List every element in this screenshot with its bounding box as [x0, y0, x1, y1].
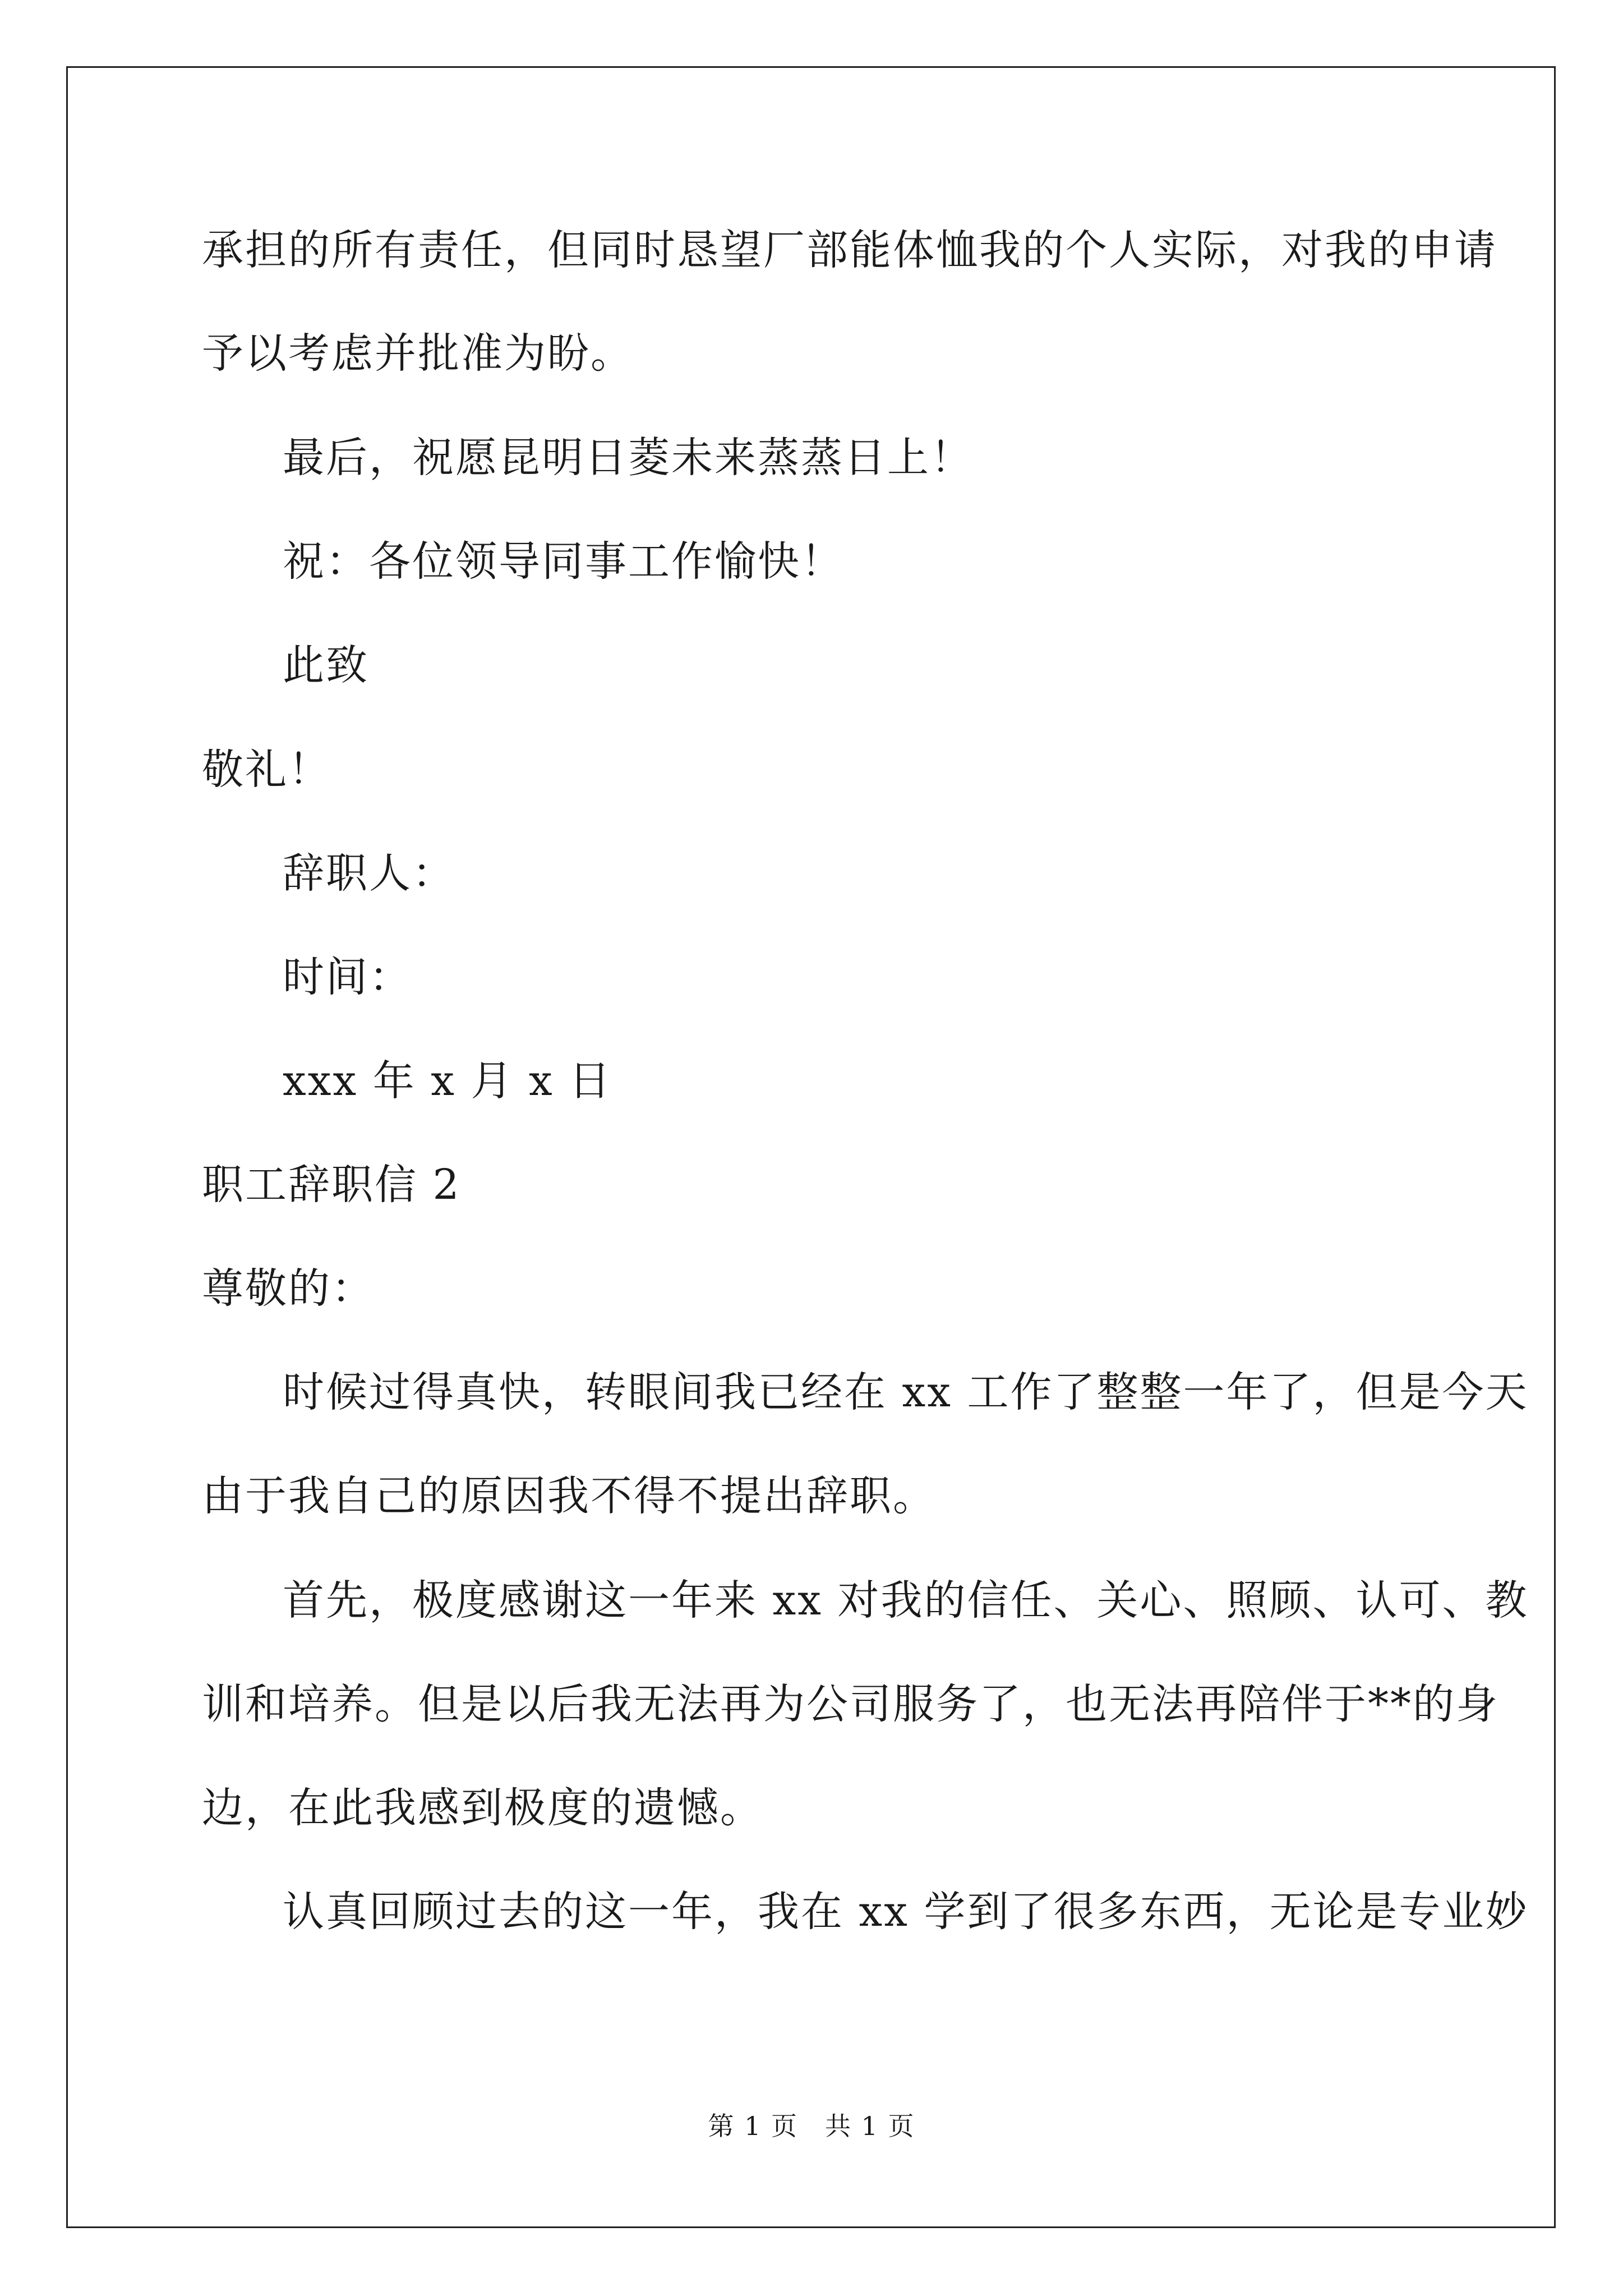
body-line: 予以考虑并批准为盼。: [202, 329, 634, 378]
body-line: 首先，极度感谢这一年来 xx 对我的信任、关心、照顾、认可、教: [283, 1576, 1529, 1625]
body-line: 承担的所有责任，但同时恳望厂部能体恤我的个人实际，对我的申请: [202, 226, 1497, 274]
section-title: 职工辞职信 2: [202, 1161, 461, 1209]
greeting-wish: 祝：各位领导同事工作愉快！: [283, 537, 844, 586]
letter-salutation: 尊敬的：: [202, 1264, 375, 1313]
date-line: xxx 年 x 月 x 日: [283, 1057, 612, 1105]
salutation-close: 此致: [283, 641, 369, 689]
salutation-regards: 敬礼！: [202, 746, 331, 794]
body-line: 边，在此我感到极度的遗憾。: [202, 1784, 763, 1832]
signer-label: 辞职人：: [283, 849, 455, 898]
body-line: 认真回顾过去的这一年，我在 xx 学到了很多东西，无论是专业妙: [283, 1888, 1529, 1936]
body-line: 训和培养。但是以后我无法再为公司服务了，也无法再陪伴于**的身: [202, 1680, 1499, 1728]
closing-wish: 最后，祝愿昆明日菱未来蒸蒸日上！: [283, 434, 974, 482]
body-line: 由于我自己的原因我不得不提出辞职。: [202, 1472, 936, 1520]
page-footer: 第 1 页 共 1 页: [708, 2111, 915, 2141]
body-line: 时候过得真快，转眼间我已经在 xx 工作了整整一年了，但是今天: [283, 1368, 1529, 1416]
time-label: 时间：: [283, 953, 412, 1001]
